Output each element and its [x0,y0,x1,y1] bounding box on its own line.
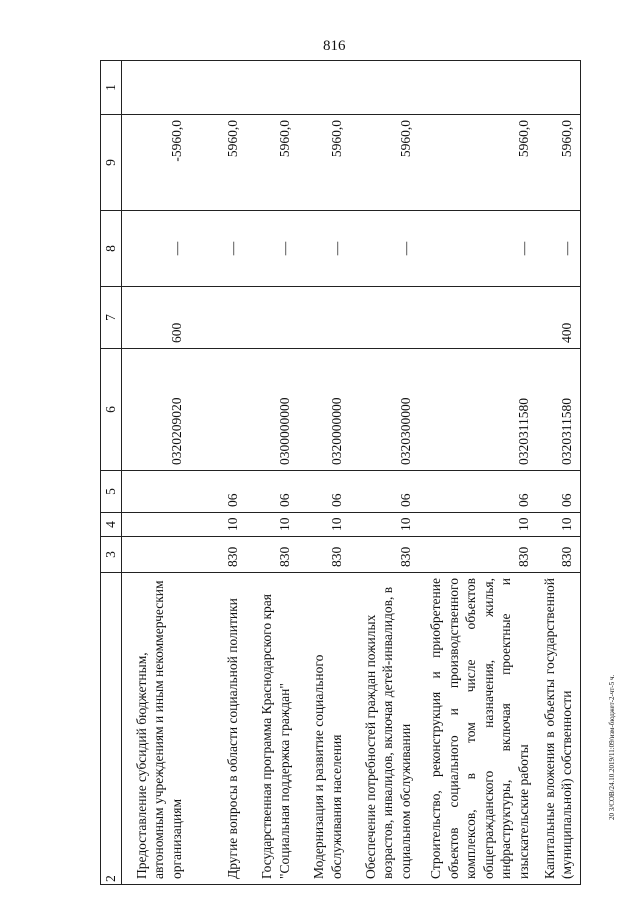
row-c9: 5960,0 [298,115,350,211]
row-c5: 06 [190,471,246,513]
row-c1 [246,61,298,115]
row-name: Капитальные вложения в объекты государственной (муниципальной) собственности [537,573,581,885]
row-c7 [419,287,537,349]
row-c6: 0320300000 [350,349,419,471]
row-c4: 10 [350,513,419,537]
row-c5: 06 [298,471,350,513]
row-name: Обеспечение потребностей граждан пожилых возрастов, инвалидов, включая детей-инвалидов, в социальном обслуживании [350,573,419,885]
header-col-8: 8 [101,211,122,287]
row-name: Другие вопросы в области социальной политики [190,573,246,885]
row-c7 [350,287,419,349]
row-c6: 0320000000 [298,349,350,471]
row-name: Государственная программа Краснодарского края "Социальная поддержка граждан" [246,573,298,885]
table-row [537,61,581,885]
row-c8: — [537,211,581,287]
budget-table-rotated [100,61,574,885]
row-name: Строительство, реконструкция и приобретение объектов социального и производственного комплексов, в том числе объектов общегражданского назначения, жилья, инфраструктуры, включая проектные и изыскательские работы [419,573,537,885]
row-c9: 5960,0 [537,115,581,211]
row-c8: — [122,211,190,287]
table-row [298,61,350,885]
row-c1 [190,61,246,115]
row-c3: 830 [537,537,581,573]
header-col-6: 6 [101,349,122,471]
header-col-5: 5 [101,471,122,513]
row-c4 [122,513,190,537]
row-c6: 0320311580 [537,349,581,471]
row-c4: 10 [190,513,246,537]
row-c5: 06 [350,471,419,513]
row-c6: 0320311580 [419,349,537,471]
row-c6: 0320209020 [122,349,190,471]
row-c9: 5960,0 [246,115,298,211]
row-c5 [122,471,190,513]
row-c7 [298,287,350,349]
row-c1 [122,61,190,115]
header-col-3: 3 [101,537,122,573]
row-c6 [190,349,246,471]
row-c1 [298,61,350,115]
row-c9: 5960,0 [419,115,537,211]
row-c4: 10 [419,513,537,537]
row-c7 [190,287,246,349]
table-row [190,61,246,885]
row-c3 [122,537,190,573]
row-c4: 10 [537,513,581,537]
table-row [419,61,537,885]
table-row [350,61,419,885]
row-c8: — [350,211,419,287]
row-c7 [246,287,298,349]
row-c5: 06 [537,471,581,513]
row-c4: 10 [298,513,350,537]
row-c1 [350,61,419,115]
row-c7: 600 [122,287,190,349]
row-c1 [419,61,537,115]
row-name: Предоставление субсидий бюджетным, автономным учреждениям и иным некоммерческим организациям [122,573,190,885]
page-number: 816 [323,38,346,54]
row-c8: — [190,211,246,287]
budget-table [100,60,581,885]
header-col-2: 2 [101,573,122,885]
header-col-4: 4 [101,513,122,537]
row-c8: — [419,211,537,287]
footer-code-text: 20 3/СОВ/24.10.2019/11:09/изм-бюджет-2-чт-5 ч. [608,674,616,820]
row-c7: 400 [537,287,581,349]
row-c3: 830 [246,537,298,573]
row-c5: 06 [419,471,537,513]
row-c8: — [246,211,298,287]
row-name: Модернизация и развитие социального обслуживания населения [298,573,350,885]
row-c3: 830 [419,537,537,573]
row-c3: 830 [350,537,419,573]
header-col-1: 1 [101,61,122,115]
header-col-9: 9 [101,115,122,211]
row-c8: — [298,211,350,287]
row-c6: 0300000000 [246,349,298,471]
row-c1 [537,61,581,115]
row-c3: 830 [298,537,350,573]
row-c9: 5960,0 [190,115,246,211]
table-row [246,61,298,885]
row-c4: 10 [246,513,298,537]
row-c5: 06 [246,471,298,513]
row-c9: -5960,0 [122,115,190,211]
table-row [122,61,190,885]
row-c3: 830 [190,537,246,573]
row-c9: 5960,0 [350,115,419,211]
header-row [101,61,122,885]
header-col-7: 7 [101,287,122,349]
